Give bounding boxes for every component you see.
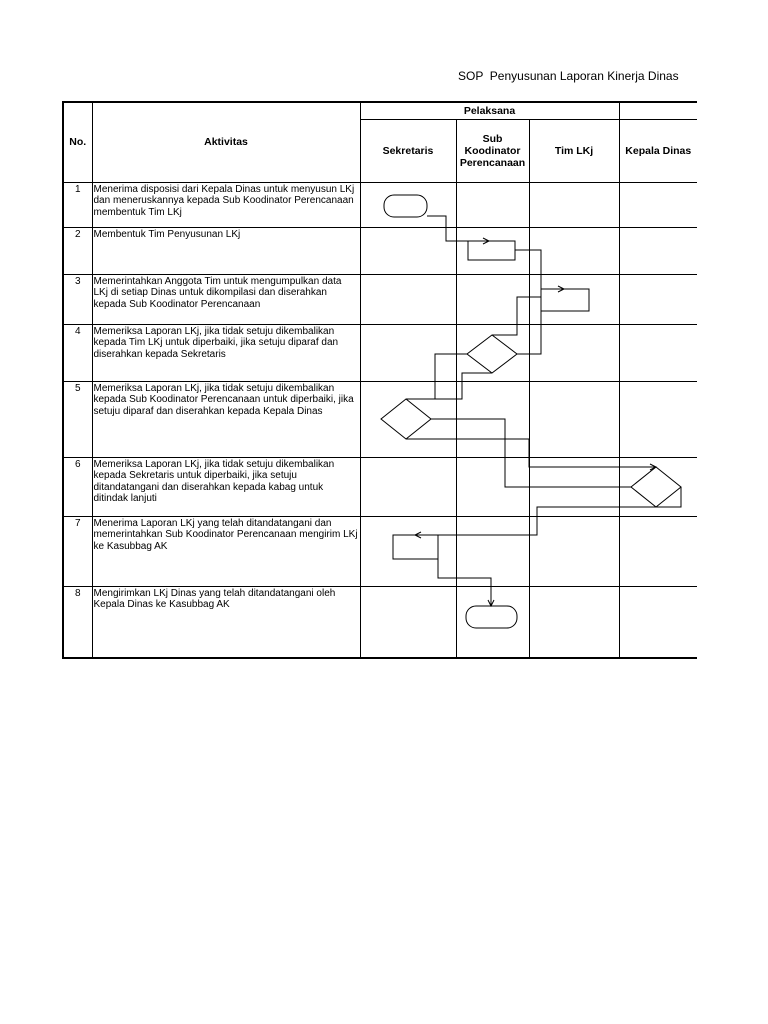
row-number: 6: [63, 457, 92, 516]
lane-cell: [360, 182, 456, 227]
lane-cell: [456, 586, 529, 658]
header-no: No.: [63, 102, 92, 182]
row-number: 8: [63, 586, 92, 658]
table-row: [63, 381, 697, 457]
lane-cell: [619, 182, 697, 227]
row-number: 5: [63, 381, 92, 457]
header-kepala-dinas: Kepala Dinas: [619, 119, 697, 182]
lane-cell: [456, 182, 529, 227]
header-tim-lkj: Tim LKj: [529, 119, 619, 182]
row-number: 3: [63, 274, 92, 324]
table-row: [63, 586, 697, 658]
lane-cell: [456, 227, 529, 274]
row-activity: Memeriksa Laporan LKj, jika tidak setuju dikembalikan kepada Tim LKj untuk diperbaiki, jika setuju diparaf dan diserahkan kepada Sekretaris: [92, 324, 360, 381]
document-title: SOP Penyusunan Laporan Kinerja Dinas: [458, 69, 679, 83]
lane-cell: [529, 457, 619, 516]
lane-cell: [456, 457, 529, 516]
row-activity: Memeriksa Laporan LKj, jika tidak setuju dikembalikan kepada Sub Koodinator Perencanaan untuk diperbaiki, jika setuju diparaf dan diserahkan kepada Kepala Dinas: [92, 381, 360, 457]
row-activity: Membentuk Tim Penyusunan LKj: [92, 227, 360, 274]
table-row: [63, 274, 697, 324]
header-sub-koordinator: Sub Koodinator Perencanaan: [456, 119, 529, 182]
lane-cell: [619, 381, 697, 457]
row-number: 4: [63, 324, 92, 381]
lane-cell: [529, 324, 619, 381]
lane-cell: [529, 227, 619, 274]
lane-cell: [529, 274, 619, 324]
lane-cell: [456, 324, 529, 381]
row-number: 1: [63, 182, 92, 227]
lane-cell: [360, 274, 456, 324]
row-activity: Mengirimkan LKj Dinas yang telah ditandatangani oleh Kepala Dinas ke Kasubbag AK: [92, 586, 360, 658]
row-activity: Memerintahkan Anggota Tim untuk mengumpulkan data LKj di setiap Dinas untuk dikompilasi dan diserahkan kepada Sub Koodinator Perencanaan: [92, 274, 360, 324]
lane-cell: [619, 457, 697, 516]
row-activity: Menerima disposisi dari Kepala Dinas untuk menyusun LKj dan meneruskannya kepada Sub Koodinator Perencanaan membentuk Tim LKj: [92, 182, 360, 227]
lane-cell: [456, 274, 529, 324]
lane-cell: [456, 516, 529, 586]
lane-cell: [529, 586, 619, 658]
header-blank: [619, 102, 697, 119]
table-row: [63, 324, 697, 381]
header-aktivitas: Aktivitas: [92, 102, 360, 182]
lane-cell: [360, 457, 456, 516]
lane-cell: [360, 381, 456, 457]
lane-cell: [619, 324, 697, 381]
lane-cell: [619, 586, 697, 658]
lane-cell: [360, 586, 456, 658]
lane-cell: [529, 516, 619, 586]
sop-table: [62, 101, 697, 659]
table-row: [63, 227, 697, 274]
lane-cell: [360, 227, 456, 274]
row-activity: Memeriksa Laporan LKj, jika tidak setuju dikembalikan kepada Sekretaris untuk diperbaiki, jika setuju ditandatangani dan diserahkan kepada kabag untuk ditindak lanjuti: [92, 457, 360, 516]
lane-cell: [619, 227, 697, 274]
row-activity: Menerima Laporan LKj yang telah ditandatangani dan memerintahkan Sub Koodinator Perencanaan mengirim LKj ke Kasubbag AK: [92, 516, 360, 586]
header-pelaksana: Pelaksana: [360, 102, 619, 119]
table-row: [63, 182, 697, 227]
lane-cell: [360, 324, 456, 381]
lane-cell: [360, 516, 456, 586]
lane-cell: [619, 274, 697, 324]
header-sekretaris: Sekretaris: [360, 119, 456, 182]
lane-cell: [619, 516, 697, 586]
table-row: [63, 457, 697, 516]
lane-cell: [529, 381, 619, 457]
row-number: 7: [63, 516, 92, 586]
lane-cell: [456, 381, 529, 457]
lane-cell: [529, 182, 619, 227]
row-number: 2: [63, 227, 92, 274]
table-row: [63, 516, 697, 586]
